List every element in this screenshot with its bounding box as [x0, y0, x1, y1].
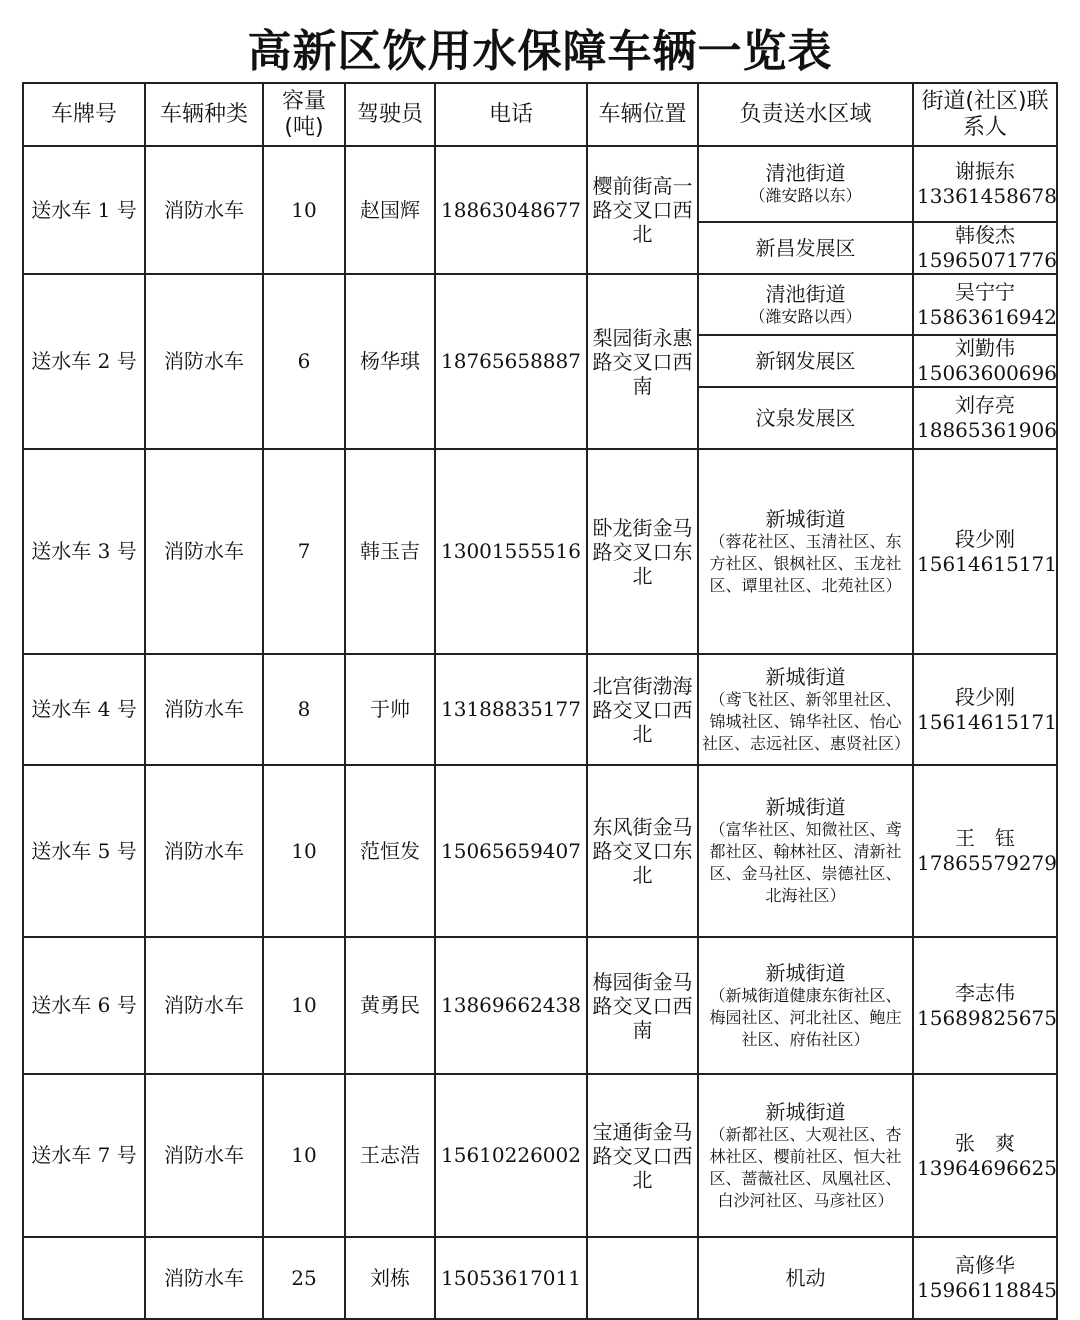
contact-phone: 15614615171	[917, 551, 1057, 576]
page-title: 高新区饮用水保障车辆一览表	[247, 26, 833, 77]
contact-cell	[913, 274, 1057, 335]
area-cell	[698, 335, 913, 387]
area-sub-text: （新都社区、大观社区、杏林社区、樱前社区、恒大社区、蔷薇社区、凤凰社区、白沙河社区、马彦社区）	[709, 1124, 902, 1210]
header-plate: 车牌号	[23, 83, 145, 146]
contact-cell	[913, 146, 1057, 222]
contact-name: 韩俊杰	[955, 223, 1015, 247]
capacity-cell: 7	[263, 449, 345, 654]
type-cell: 消防水车	[145, 146, 263, 274]
contact-phone: 15966118845	[917, 1278, 1057, 1302]
type-cell: 消防水车	[145, 1074, 263, 1237]
area-sub-text: （潍安路以西）	[749, 306, 862, 326]
contact-cell	[913, 387, 1057, 449]
area-cell	[698, 654, 913, 765]
capacity-cell: 10	[263, 765, 345, 937]
plate-cell: 送水车 5 号	[23, 765, 145, 937]
driver-cell: 于帅	[345, 654, 435, 765]
contact-phone: 13964696625	[917, 1155, 1057, 1180]
location-cell: 梅园街金马路交叉口西南	[587, 937, 698, 1074]
header-contact: 街道(社区)联系人	[913, 83, 1057, 146]
table-row	[23, 1237, 1057, 1319]
plate-cell: 送水车 4 号	[23, 654, 145, 765]
contact-phone: 18865361906	[917, 418, 1057, 442]
location-cell: 梨园街永惠路交叉口西南	[587, 274, 698, 449]
contact-name: 刘存亮	[955, 393, 1015, 417]
capacity-cell: 10	[263, 937, 345, 1074]
contact-name: 吴宁宁	[955, 279, 1015, 304]
location-cell: 北宫街渤海路交叉口西北	[587, 654, 698, 765]
header-location: 车辆位置	[587, 83, 698, 146]
area-cell	[698, 387, 913, 449]
header-phone: 电话	[435, 83, 587, 146]
plate-cell: 送水车 1 号	[23, 146, 145, 274]
type-cell: 消防水车	[145, 274, 263, 449]
type-cell: 消防水车	[145, 449, 263, 654]
area-cell	[698, 449, 913, 654]
phone-cell: 13001555516	[435, 449, 587, 654]
contact-name: 王 钰	[955, 826, 1015, 850]
driver-cell: 赵国辉	[345, 146, 435, 274]
type-cell: 消防水车	[145, 937, 263, 1074]
area-cell	[698, 937, 913, 1074]
area-cell	[698, 274, 913, 335]
header-area: 负责送水区域	[698, 83, 913, 146]
contact-cell	[913, 449, 1057, 654]
capacity-cell: 25	[263, 1237, 345, 1319]
contact-cell	[913, 1237, 1057, 1319]
area-main-text: 新城街道	[765, 960, 846, 985]
capacity-cell: 8	[263, 654, 345, 765]
driver-cell: 范恒发	[345, 765, 435, 937]
type-cell: 消防水车	[145, 1237, 263, 1319]
area-main-text: 清池街道	[765, 161, 846, 185]
contact-phone: 15689825675	[917, 1005, 1057, 1030]
plate-cell	[23, 1237, 145, 1319]
location-cell: 宝通街金马路交叉口西北	[587, 1074, 698, 1237]
area-main-text: 新昌发展区	[755, 236, 856, 260]
phone-cell: 15053617011	[435, 1237, 587, 1319]
phone-cell: 18765658887	[435, 274, 587, 449]
location-cell	[587, 1237, 698, 1319]
area-sub-text: （蓉花社区、玉清社区、东方社区、银枫社区、玉龙社区、谭里社区、北苑社区）	[709, 531, 902, 595]
header-row	[23, 83, 1057, 146]
area-cell	[698, 1074, 913, 1237]
area-main-text: 新城街道	[765, 664, 846, 689]
contact-cell	[913, 937, 1057, 1074]
area-main-text: 新城街道	[765, 506, 846, 531]
contact-cell	[913, 335, 1057, 387]
phone-cell: 13869662438	[435, 937, 587, 1074]
contact-name: 李志伟	[955, 980, 1015, 1005]
driver-cell: 黄勇民	[345, 937, 435, 1074]
table-row	[23, 1074, 1057, 1237]
area-sub-text: （新城街道健康东街社区、梅园社区、河北社区、鲍庄社区、府佑社区）	[709, 985, 902, 1049]
plate-cell: 送水车 7 号	[23, 1074, 145, 1237]
vehicle-table	[22, 82, 1058, 1320]
contact-cell	[913, 654, 1057, 765]
phone-cell: 15610226002	[435, 1074, 587, 1237]
contact-phone: 15063600696	[917, 361, 1057, 385]
table-row	[23, 146, 1057, 222]
contact-name: 刘勤伟	[955, 336, 1015, 360]
driver-cell: 韩玉吉	[345, 449, 435, 654]
capacity-cell: 6	[263, 274, 345, 449]
area-sub-text: （富华社区、知微社区、鸢都社区、翰林社区、清新社区、金马社区、崇德社区、北海社区）	[709, 820, 902, 905]
contact-cell	[913, 222, 1057, 274]
area-main-text: 新城街道	[765, 795, 846, 819]
area-main-text: 清池街道	[765, 281, 846, 306]
area-main-text: 新城街道	[765, 1099, 846, 1124]
contact-name: 段少刚	[955, 526, 1015, 551]
driver-cell: 杨华琪	[345, 274, 435, 449]
contact-phone: 15863616942	[917, 304, 1057, 329]
contact-name: 谢振东	[955, 159, 1015, 183]
type-cell: 消防水车	[145, 765, 263, 937]
type-cell: 消防水车	[145, 654, 263, 765]
contact-name: 段少刚	[955, 684, 1015, 709]
contact-name: 高修华	[955, 1253, 1015, 1277]
driver-cell: 刘栋	[345, 1237, 435, 1319]
area-cell	[698, 146, 913, 222]
area-cell	[698, 222, 913, 274]
table-row	[23, 654, 1057, 765]
table-row	[23, 937, 1057, 1074]
table-row	[23, 449, 1057, 654]
header-capacity: 容量(吨)	[263, 83, 345, 146]
driver-cell: 王志浩	[345, 1074, 435, 1237]
header-driver: 驾驶员	[345, 83, 435, 146]
contact-phone: 13361458678	[917, 184, 1057, 208]
capacity-cell: 10	[263, 146, 345, 274]
plate-cell: 送水车 3 号	[23, 449, 145, 654]
table-row	[23, 765, 1057, 937]
area-cell	[698, 765, 913, 937]
plate-cell: 送水车 2 号	[23, 274, 145, 449]
plate-cell: 送水车 6 号	[23, 937, 145, 1074]
location-cell: 樱前街高一路交叉口西北	[587, 146, 698, 274]
contact-cell	[913, 765, 1057, 937]
area-main-text: 汶泉发展区	[755, 406, 856, 430]
contact-phone: 15965071776	[917, 248, 1057, 272]
area-main-text: 机动	[785, 1266, 826, 1290]
area-cell	[698, 1237, 913, 1319]
header-type: 车辆种类	[145, 83, 263, 146]
area-sub-text: （鸢飞社区、新邻里社区、锦城社区、锦华社区、怡心社区、志远社区、惠贤社区）	[702, 689, 911, 753]
contact-phone: 15614615171	[917, 709, 1057, 734]
area-main-text: 新钢发展区	[755, 349, 856, 373]
table-row	[23, 274, 1057, 335]
contact-cell	[913, 1074, 1057, 1237]
contact-name: 张 爽	[955, 1130, 1015, 1155]
phone-cell: 18863048677	[435, 146, 587, 274]
phone-cell: 13188835177	[435, 654, 587, 765]
area-sub-text: （潍安路以东）	[749, 186, 862, 205]
location-cell: 卧龙街金马路交叉口东北	[587, 449, 698, 654]
phone-cell: 15065659407	[435, 765, 587, 937]
capacity-cell: 10	[263, 1074, 345, 1237]
location-cell: 东风街金马路交叉口东北	[587, 765, 698, 937]
contact-phone: 17865579279	[917, 851, 1057, 875]
